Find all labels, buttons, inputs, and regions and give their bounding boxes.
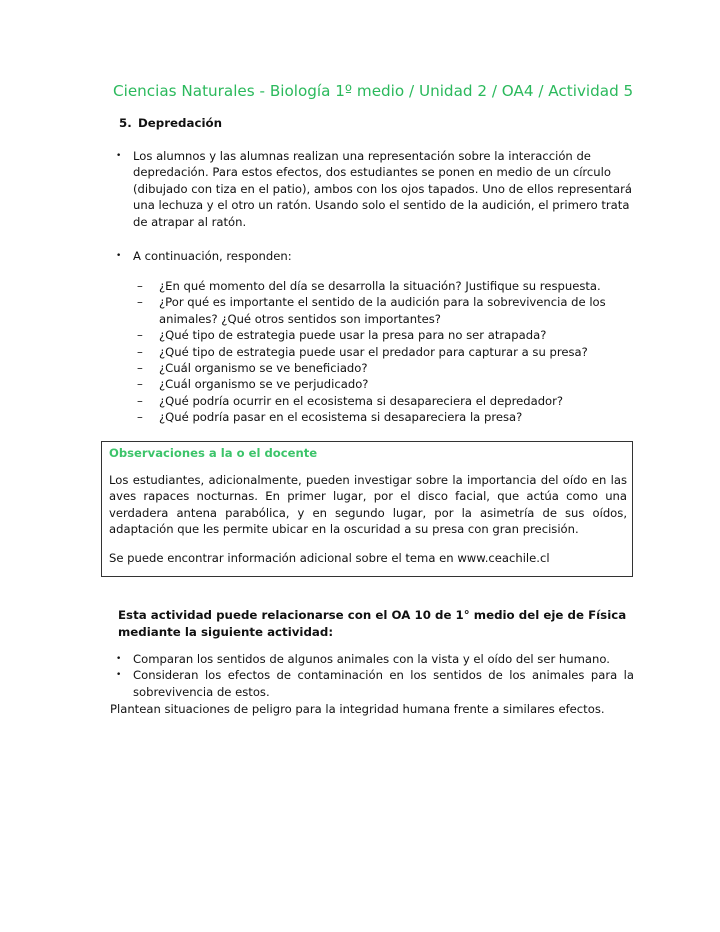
dash-icon: – (137, 361, 143, 376)
question-item (134, 327, 634, 343)
dash-icon: – (137, 377, 143, 392)
observations-title: Observaciones a la o el docente (109, 446, 318, 460)
list-item (114, 248, 634, 264)
question-item (134, 393, 634, 409)
ceachile-link[interactable]: www.ceachile.cl (457, 551, 550, 565)
relation-bullet-text: Comparan los sentidos de algunos animales con la vista y el oído del ser humano. (133, 652, 610, 666)
link-prefix: Se puede encontrar información adicional sobre el tema en (109, 551, 458, 565)
questions-intro (114, 248, 634, 264)
list-item (114, 148, 634, 230)
question-item (134, 344, 634, 360)
dash-icon: – (137, 279, 143, 293)
question-text: ¿Qué podría pasar en el ecosistema si desapareciera la presa? (159, 410, 523, 425)
question-item (134, 278, 634, 294)
dash-icon: – (137, 344, 143, 359)
question-item (134, 376, 634, 392)
dash-icon: – (137, 295, 143, 310)
question-text: ¿Por qué es importante el sentido de la audición para la sobrevivencia de los animales? ¿Qué otros sentidos son importantes? (159, 295, 606, 326)
question-item (134, 409, 634, 425)
question-text: ¿Qué tipo de estrategia puede usar el predador para capturar a su presa? (159, 344, 588, 359)
dash-icon: – (137, 328, 143, 343)
section-number: 5. (119, 116, 132, 130)
activity-bullet-text: Los alumnos y las alumnas realizan una representación sobre la interacción de depredación. Para estos efectos, dos estudiantes se ponen en medio de un círculo (dibujado con tiza en el patio), ambos con los ojos tapados. Uno de ellos representará una lechuza y el otro un ratón. Usando solo el sentido de la audición, el primero trata de atrapar al ratón. (133, 149, 632, 229)
relation-bullet-text: Consideran los efectos de contaminación en los sentidos de los animales para la sobrevivencia de estos. (133, 668, 634, 699)
question-text: ¿Qué tipo de estrategia puede usar la presa para no ser atrapada? (159, 328, 547, 343)
question-text: ¿Qué podría ocurrir en el ecosistema si desapareciera el depredador? (159, 393, 564, 408)
question-text: ¿Cuál organismo se ve beneficiado? (159, 361, 368, 376)
questions-list (134, 278, 634, 426)
bullet-dot-icon: • (116, 670, 122, 681)
section-title: Depredación (138, 116, 223, 130)
section-heading (119, 116, 222, 130)
relation-heading: Esta actividad puede relacionarse con el OA 10 de 1° medio del eje de Física mediante la siguiente actividad: (118, 608, 627, 639)
question-text: ¿En qué momento del día se desarrolla la situación? Justifique su respuesta. (159, 279, 601, 293)
bullet-dot-icon: • (116, 251, 122, 261)
breadcrumb-title: Ciencias Naturales - Biología 1º medio / Unidad 2 / OA4 / Actividad 5 (113, 82, 634, 100)
list-item (114, 667, 634, 700)
list-item (114, 651, 634, 667)
closing-statement: Plantean situaciones de peligro para la integridad humana frente a similares efectos. (110, 702, 605, 716)
relation-list (114, 651, 634, 700)
dash-icon: – (137, 410, 143, 425)
bullet-dot-icon: • (116, 151, 122, 161)
dash-icon: – (137, 393, 143, 408)
bullet-dot-icon: • (116, 654, 122, 664)
activity-description (114, 148, 634, 230)
teacher-observations-box (101, 441, 633, 577)
observations-link-line (109, 550, 550, 566)
question-item (134, 294, 634, 327)
observations-paragraph: Los estudiantes, adicionalmente, pueden investigar sobre la importancia del oído en las aves rapaces nocturnas. En primer lugar, por el disco facial, que actúa como una verdadera antena parabólica, y en segundo lugar, por la asimetría de sus oídos, adaptación que les permite ubicar en la oscuridad a su presa con gran precisión. (109, 473, 627, 537)
question-text: ¿Cuál organismo se ve perjudicado? (159, 377, 369, 392)
question-item (134, 360, 634, 376)
questions-intro-text: A continuación, responden: (133, 249, 292, 263)
